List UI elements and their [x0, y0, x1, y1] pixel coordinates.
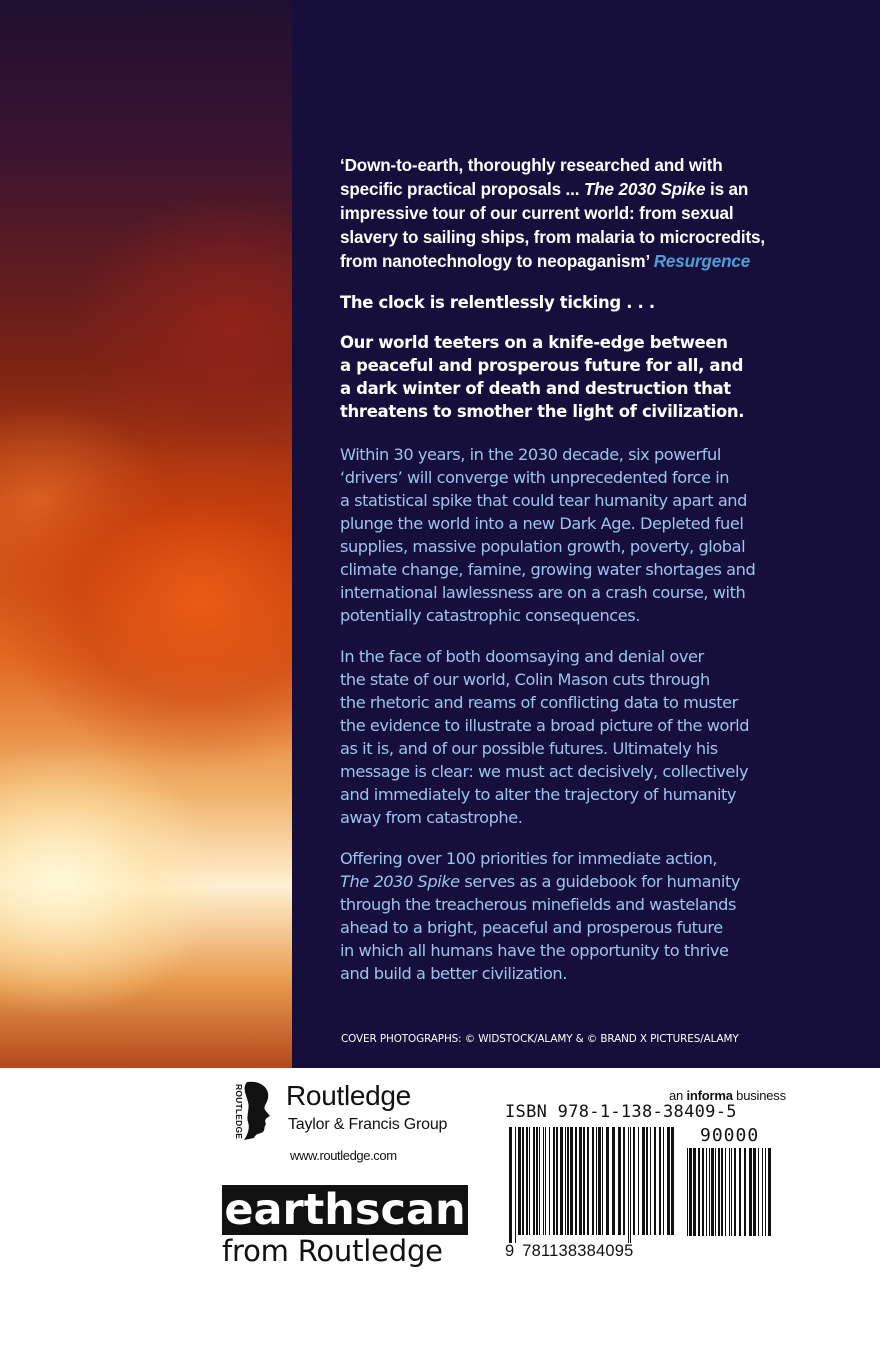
quote-text: ‘Down-to-earth, thoroughly researched and with: [340, 156, 723, 175]
paragraph-line: the rhetoric and reams of conflicting data to muster: [340, 693, 738, 712]
barcode-bar: [749, 1148, 752, 1236]
publisher-name: Routledge: [286, 1080, 411, 1111]
barcode-bar: [659, 1127, 661, 1235]
barcode-bar: [526, 1127, 528, 1235]
barcode-bar: [587, 1127, 589, 1235]
barcode-bar: [765, 1148, 766, 1236]
imprint-subtitle: from Routledge: [222, 1234, 443, 1268]
informa-brand: informa: [686, 1088, 733, 1103]
quote-text: from nanotechnology to neopaganism’: [340, 252, 654, 271]
barcode-bar: [731, 1148, 732, 1236]
barcode-bar: [721, 1148, 723, 1236]
barcode-bar: [543, 1127, 544, 1235]
barcode-bar: [549, 1127, 550, 1235]
paragraph-line: supplies, massive population growth, poverty, global: [340, 537, 746, 556]
barcode-bar: [515, 1127, 516, 1243]
barcode-bar: [739, 1148, 741, 1236]
barcode-bar: [706, 1148, 707, 1236]
isbn-label: ISBN 978-1-138-38409-5: [505, 1102, 737, 1122]
informa-tagline: [669, 1088, 786, 1103]
barcode-bar: [718, 1148, 720, 1236]
quote-book-title: The 2030 Spike: [583, 180, 706, 199]
paragraph-line: potentially catastrophic consequences.: [340, 606, 640, 625]
barcode-bar: [753, 1148, 756, 1236]
publisher-url[interactable]: www.routledge.com: [290, 1148, 397, 1163]
informa-prefix: an: [669, 1088, 687, 1103]
paragraph-author: [340, 645, 790, 829]
barcode-digit-string: 781138384095: [522, 1242, 634, 1260]
barcode-bar: [646, 1127, 648, 1235]
barcode-bar: [734, 1148, 736, 1236]
barcode-first-digit: 9: [505, 1242, 515, 1260]
barcode-bar: [556, 1127, 558, 1235]
barcode-bar: [729, 1148, 730, 1236]
quote-text: impressive tour of our current world: from sexual: [340, 204, 734, 223]
paragraph-drivers: [340, 443, 790, 627]
paragraph-line: away from catastrophe.: [340, 808, 523, 827]
intro-line: Our world teeters on a knife-edge between: [340, 333, 728, 352]
paragraph-line: climate change, famine, growing water shortages and: [340, 560, 756, 579]
barcode-bar: [575, 1127, 577, 1235]
barcode-bar: [545, 1127, 546, 1235]
paragraph-line: Offering over 100 priorities for immediate action,: [340, 849, 718, 868]
barcode-bar: [663, 1127, 664, 1235]
barcode-bar: [553, 1127, 555, 1235]
quote-text: is an: [705, 180, 749, 199]
barcode-bar: [702, 1148, 704, 1236]
barcode-bar: [698, 1148, 700, 1236]
earthscan-logo: earthscan: [222, 1185, 468, 1235]
barcode-bar: [565, 1127, 566, 1235]
informa-suffix: business: [732, 1088, 786, 1103]
barcode-bar: [606, 1127, 609, 1235]
barcode-digits: [505, 1242, 633, 1261]
paragraph-line: international lawlessness are on a crash course, with: [340, 583, 746, 602]
tagline: The clock is relentlessly ticking . . .: [340, 293, 655, 312]
barcode-bar: [612, 1127, 615, 1235]
barcode-bar: [592, 1127, 594, 1235]
barcode-bar: [650, 1127, 651, 1235]
barcode-bar: [709, 1148, 710, 1236]
barcode-bar: [618, 1127, 621, 1235]
paragraph-line: and immediately to alter the trajectory of humanity: [340, 785, 737, 804]
barcode-bar: [583, 1127, 585, 1235]
fire-photograph: [0, 0, 292, 1068]
barcode-bar: [596, 1127, 597, 1235]
barcode-bar: [579, 1127, 582, 1235]
barcode-bar: [768, 1148, 771, 1236]
intro-line: a peaceful and prosperous future for all, and: [340, 356, 744, 375]
review-quote: [340, 154, 790, 274]
barcode-bar: [725, 1148, 726, 1236]
barcode-bar: [522, 1127, 524, 1235]
blurb: [340, 154, 790, 985]
intro-line: a dark winter of death and destruction that: [340, 379, 731, 398]
paragraph-line: the evidence to illustrate a broad picture of the world: [340, 716, 750, 735]
barcode-bar: [560, 1127, 563, 1235]
barcode-bar: [744, 1148, 746, 1236]
barcode-bar: [630, 1127, 631, 1243]
price-addon-barcode: [686, 1148, 772, 1244]
barcode-bar: [762, 1148, 763, 1236]
isbn-barcode: [508, 1127, 676, 1243]
paragraph-line: through the treacherous minefields and wastelands: [340, 895, 736, 914]
barcode-bar: [671, 1127, 674, 1235]
paragraph-priorities: [340, 847, 790, 985]
barcode-bar: [533, 1127, 535, 1235]
paragraph-line: serves as a guidebook for humanity: [459, 872, 740, 891]
barcode-bar: [567, 1127, 569, 1235]
barcode-bar: [509, 1127, 512, 1243]
intro-paragraph: [340, 331, 790, 423]
photo-credit: COVER PHOTOGRAPHS: © WIDSTOCK/ALAMY & © BRAND X PICTURES/ALAMY: [341, 1033, 739, 1045]
barcode-bar: [602, 1127, 603, 1235]
barcode-bar: [539, 1127, 540, 1235]
paragraph-line: in which all humans have the opportunity to thrive: [340, 941, 729, 960]
barcode-bar: [689, 1148, 692, 1236]
barcode-bar: [654, 1127, 656, 1235]
barcode-bar: [758, 1148, 759, 1236]
intro-line: threatens to smother the light of civilization.: [340, 402, 745, 421]
quote-source: Resurgence: [653, 252, 751, 271]
paragraph-line: the state of our world, Colin Mason cuts through: [340, 670, 710, 689]
book-title: The 2030 Spike: [340, 872, 460, 891]
publisher-group: Taylor & Francis Group: [288, 1116, 448, 1133]
barcode-bar: [598, 1127, 601, 1235]
barcode-bar: [687, 1148, 688, 1236]
barcode-bar: [693, 1148, 696, 1236]
paragraph-line: and build a better civilization.: [340, 964, 567, 983]
paragraph-line: ahead to a bright, peaceful and prosperous future: [340, 918, 723, 937]
paragraph-line: as it is, and of our possible futures. Ultimately his: [340, 739, 718, 758]
paragraph-line: In the face of both doomsaying and denial over: [340, 647, 704, 666]
barcode-bar: [642, 1127, 645, 1235]
barcode-bar: [529, 1127, 530, 1235]
logo-vertical-text: ROUTLEDGE: [234, 1084, 244, 1140]
barcode-bar: [518, 1127, 521, 1235]
quote-text: specific practical proposals ...: [340, 180, 584, 199]
quote-text: slavery to sailing ships, from malaria to microcredits,: [340, 228, 765, 247]
barcode-bar: [667, 1127, 670, 1235]
barcode-bar: [623, 1127, 625, 1235]
barcode-bar: [715, 1148, 716, 1236]
price-addon-number: 90000: [700, 1125, 760, 1146]
paragraph-line: Within 30 years, in the 2030 decade, six powerful: [340, 445, 721, 464]
barcode-bar: [570, 1127, 573, 1235]
barcode-bar: [536, 1127, 538, 1235]
barcode-bar: [628, 1127, 629, 1243]
barcode-bar: [633, 1127, 635, 1235]
barcode-bar: [638, 1127, 639, 1235]
barcode-bar: [711, 1148, 714, 1236]
paragraph-line: message is clear: we must act decisively, collectively: [340, 762, 749, 781]
paragraph-line: ‘drivers’ will converge with unprecedented force in: [340, 468, 730, 487]
paragraph-line: a statistical spike that could tear humanity apart and: [340, 491, 747, 510]
routledge-logo-icon: [230, 1078, 278, 1142]
paragraph-line: plunge the world into a new Dark Age. Depleted fuel: [340, 514, 744, 533]
